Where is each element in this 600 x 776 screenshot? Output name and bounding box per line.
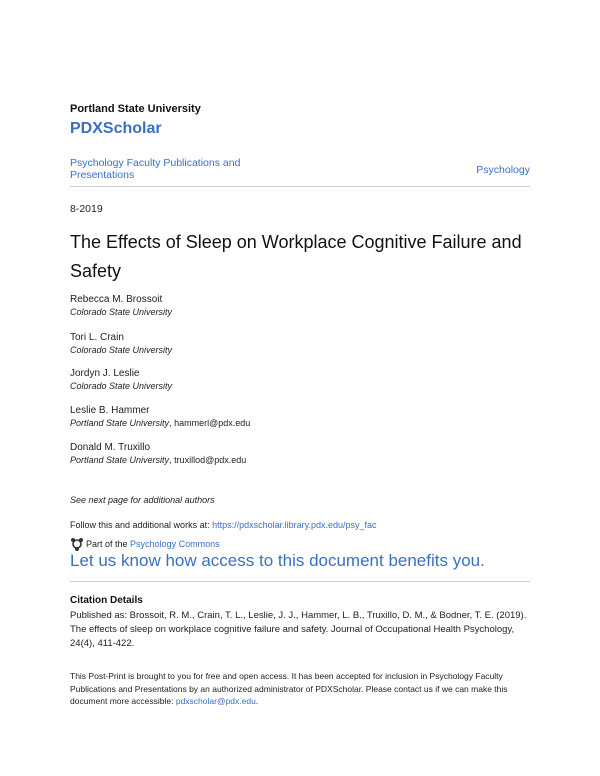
author-affiliation: Portland State University: [70, 455, 170, 465]
author-entry: [70, 367, 172, 392]
author-name: Donald M. Truxillo: [70, 442, 151, 453]
author-email: truxillod@pdx.edu: [174, 455, 247, 465]
follow-line: [70, 520, 377, 530]
author-name: Leslie B. Hammer: [70, 405, 150, 416]
author-email: hammerl@pdx.edu: [174, 418, 251, 428]
psychology-commons-link[interactable]: Psychology Commons: [130, 539, 220, 549]
part-of-line: [70, 537, 220, 551]
contact-email-link[interactable]: pdxscholar@pdx.edu: [175, 696, 256, 706]
author-affiliation: Colorado State University: [70, 307, 173, 317]
additional-authors-note: See next page for additional authors: [70, 495, 215, 505]
header-divider: [70, 186, 530, 187]
footer-text: This Post-Print is brought to you for free and open access. It has been accepted for inclusion in Psychology Faculty Publications and Presentations by an authorized administrator of PDXScholar. Please contact us if we can make this document more accessible:: [70, 671, 508, 706]
collection-url-link[interactable]: https://pdxscholar.library.pdx.edu/psy_fac: [212, 520, 377, 530]
citation-heading: Citation Details: [70, 595, 143, 606]
collection-link[interactable]: Psychology Faculty Publications and Presentations: [70, 157, 241, 181]
author-name: Rebecca M. Brossoit: [70, 294, 163, 305]
author-name: Jordyn J. Leslie: [70, 368, 140, 379]
author-entry: [70, 331, 172, 356]
citation-divider: [70, 581, 530, 582]
author-entry: [70, 404, 250, 429]
author-affiliation-line: Portland State University, truxillod@pdx.edu: [70, 455, 247, 465]
author-affiliation-line: Portland State University, hammerl@pdx.edu: [70, 418, 251, 428]
follow-text: Follow this and additional works at:: [70, 520, 210, 530]
footer-notice: [70, 670, 540, 708]
author-affiliation: Colorado State University: [70, 345, 173, 355]
publication-date: 8-2019: [70, 203, 103, 215]
network-icon: [70, 537, 84, 551]
author-entry: [70, 293, 172, 318]
repository-link[interactable]: PDXScholar: [70, 120, 162, 137]
access-benefit-link[interactable]: Let us know how access to this document benefits you.: [70, 551, 485, 570]
part-of-text: Part of the: [86, 539, 128, 549]
institution-name: Portland State University: [70, 103, 201, 115]
author-affiliation: Portland State University: [70, 418, 170, 428]
author-affiliation: Colorado State University: [70, 381, 173, 391]
author-entry: [70, 441, 246, 466]
author-name: Tori L. Crain: [70, 332, 124, 343]
footer-end: .: [255, 696, 259, 706]
department-link[interactable]: Psychology: [476, 164, 530, 176]
document-title: The Effects of Sleep on Workplace Cognitive Failure and Safety: [70, 232, 522, 281]
citation-body: Published as: Brossoit, R. M., Crain, T. L., Leslie, J. J., Hammer, L. B., Truxillo, D. M., & Bodner, T. E. (2019). The effects of sleep on workplace cognitive failure and safety. Journal of Occupational Health Psychology, 24(4), 411-422.: [70, 610, 527, 649]
